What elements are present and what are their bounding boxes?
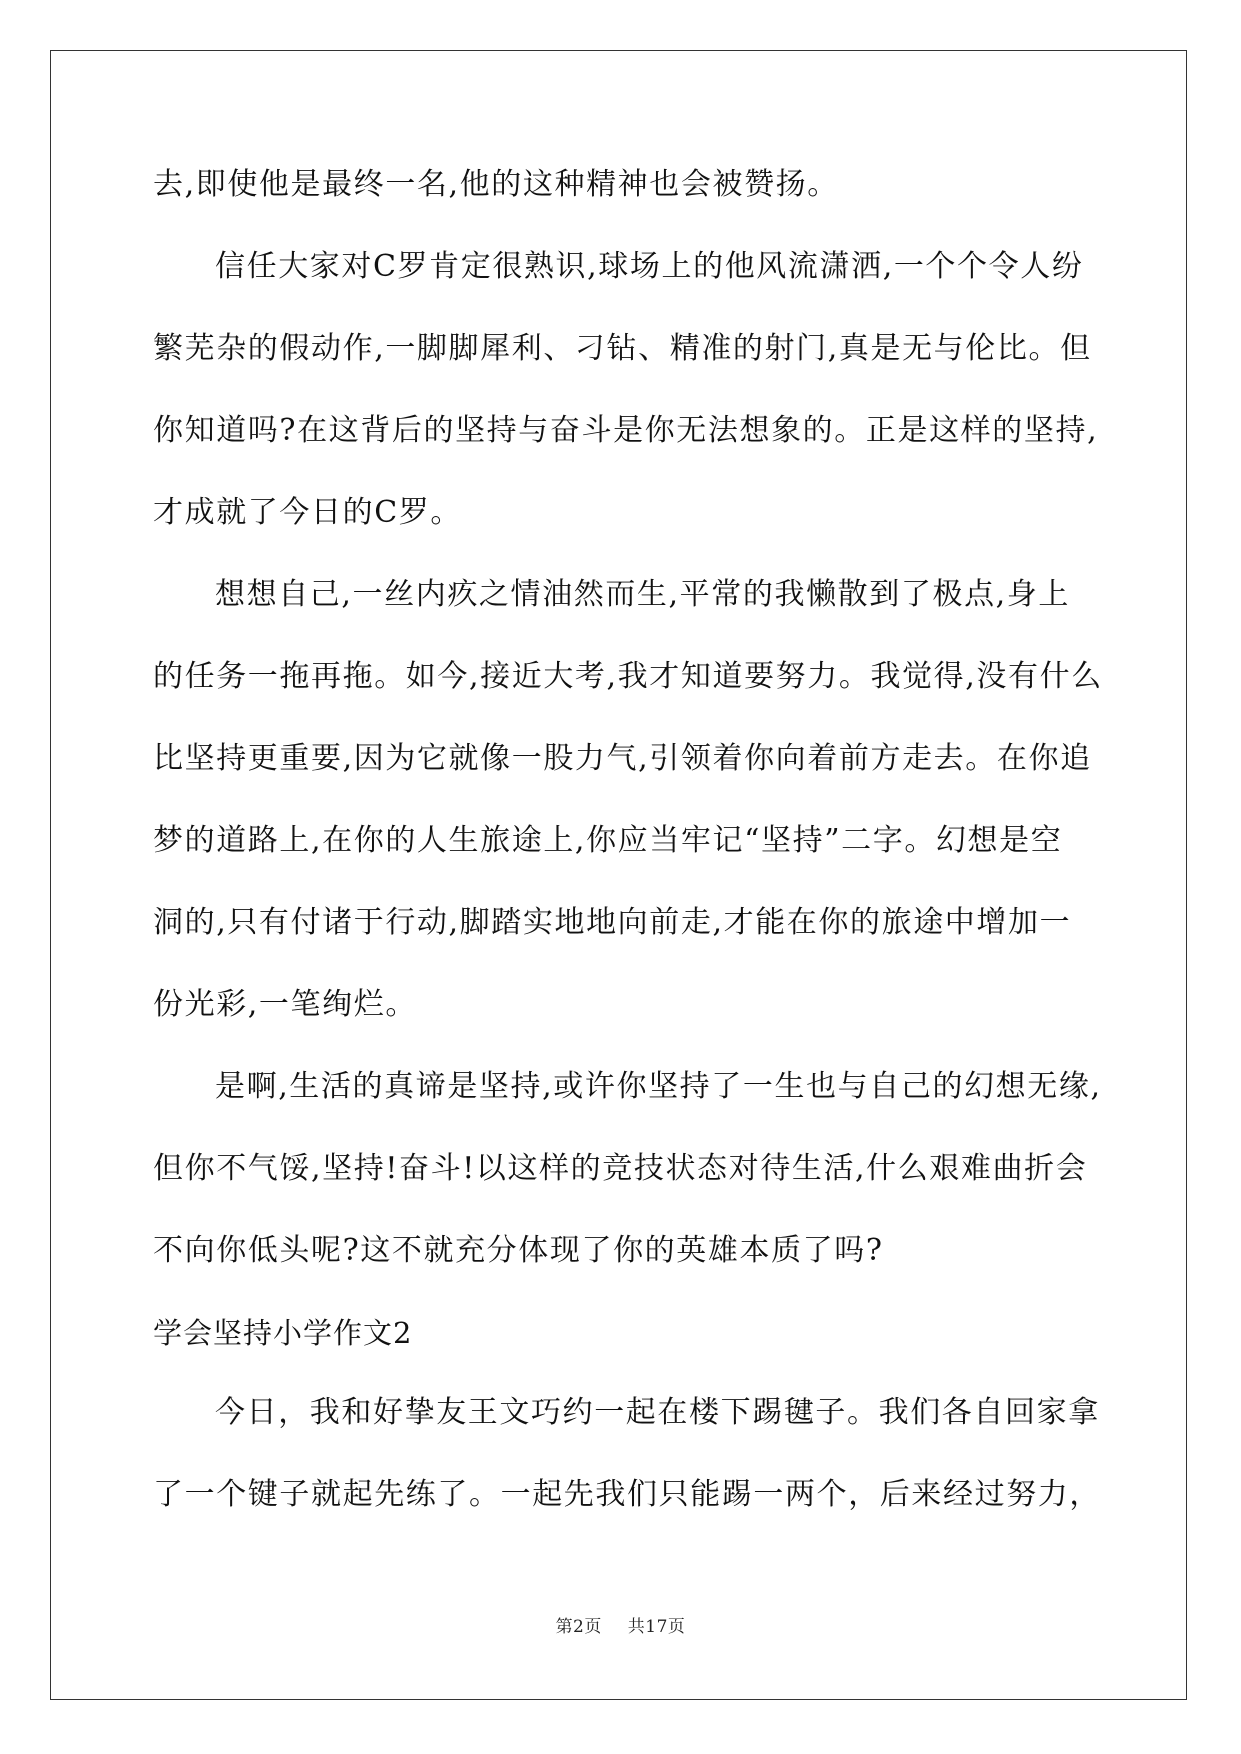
- text-line: 的任务一拖再拖。如今,接近大考,我才知道要努力。我觉得,没有什么: [153, 659, 1103, 694]
- page-total: 共17页: [627, 1617, 686, 1637]
- text-line: 繁芜杂的假动作,一脚脚犀利、刁钻、精准的射门,真是无与伦比。但: [153, 331, 1092, 366]
- text-line: 梦的道路上,在你的人生旅途上,你应当牢记“坚持”二字。幻想是空: [153, 823, 1063, 858]
- text-line: 是啊,生活的真谛是坚持,或许你坚持了一生也与自己的幻想无缘,: [215, 1069, 1102, 1104]
- text-line: 今日，我和好挚友王文巧约一起在楼下踢毽子。我们各自回家拿: [215, 1395, 1100, 1430]
- text-line: 你知道吗?在这背后的坚持与奋斗是你无法想象的。正是这样的坚持,: [153, 413, 1099, 448]
- text-line: 不向你低头呢?这不就充分体现了你的英雄本质了吗?: [153, 1233, 884, 1268]
- page-number: 第2页: [555, 1617, 602, 1637]
- text-line: 洞的,只有付诸于行动,脚踏实地地向前走,才能在你的旅途中增加一: [153, 905, 1072, 940]
- text-line: 想想自己,一丝内疚之情油然而生,平常的我懒散到了极点,身上: [215, 577, 1071, 612]
- section-heading: 学会坚持小学作文2: [153, 1316, 413, 1350]
- text-line: 但你不气馁,坚持!奋斗!以这样的竞技状态对待生活,什么艰难曲折会: [153, 1151, 1088, 1186]
- text-line: 了一个键子就起先练了。一起先我们只能踢一两个，后来经过努力，: [153, 1477, 1101, 1512]
- text-line: 比坚持更重要,因为它就像一股力气,引领着你向着前方走去。在你追: [153, 741, 1092, 776]
- text-line: 信任大家对C罗肯定很熟识,球场上的他风流潇洒,一个个令人纷: [215, 249, 1084, 284]
- page-footer: [0, 1612, 1241, 1637]
- text-line: 才成就了今日的C罗。: [153, 495, 462, 530]
- text-line: 去,即使他是最终一名,他的这种精神也会被赞扬。: [153, 167, 839, 202]
- text-line: 份光彩,一笔绚烂。: [153, 987, 417, 1022]
- document-body: [153, 165, 1103, 1557]
